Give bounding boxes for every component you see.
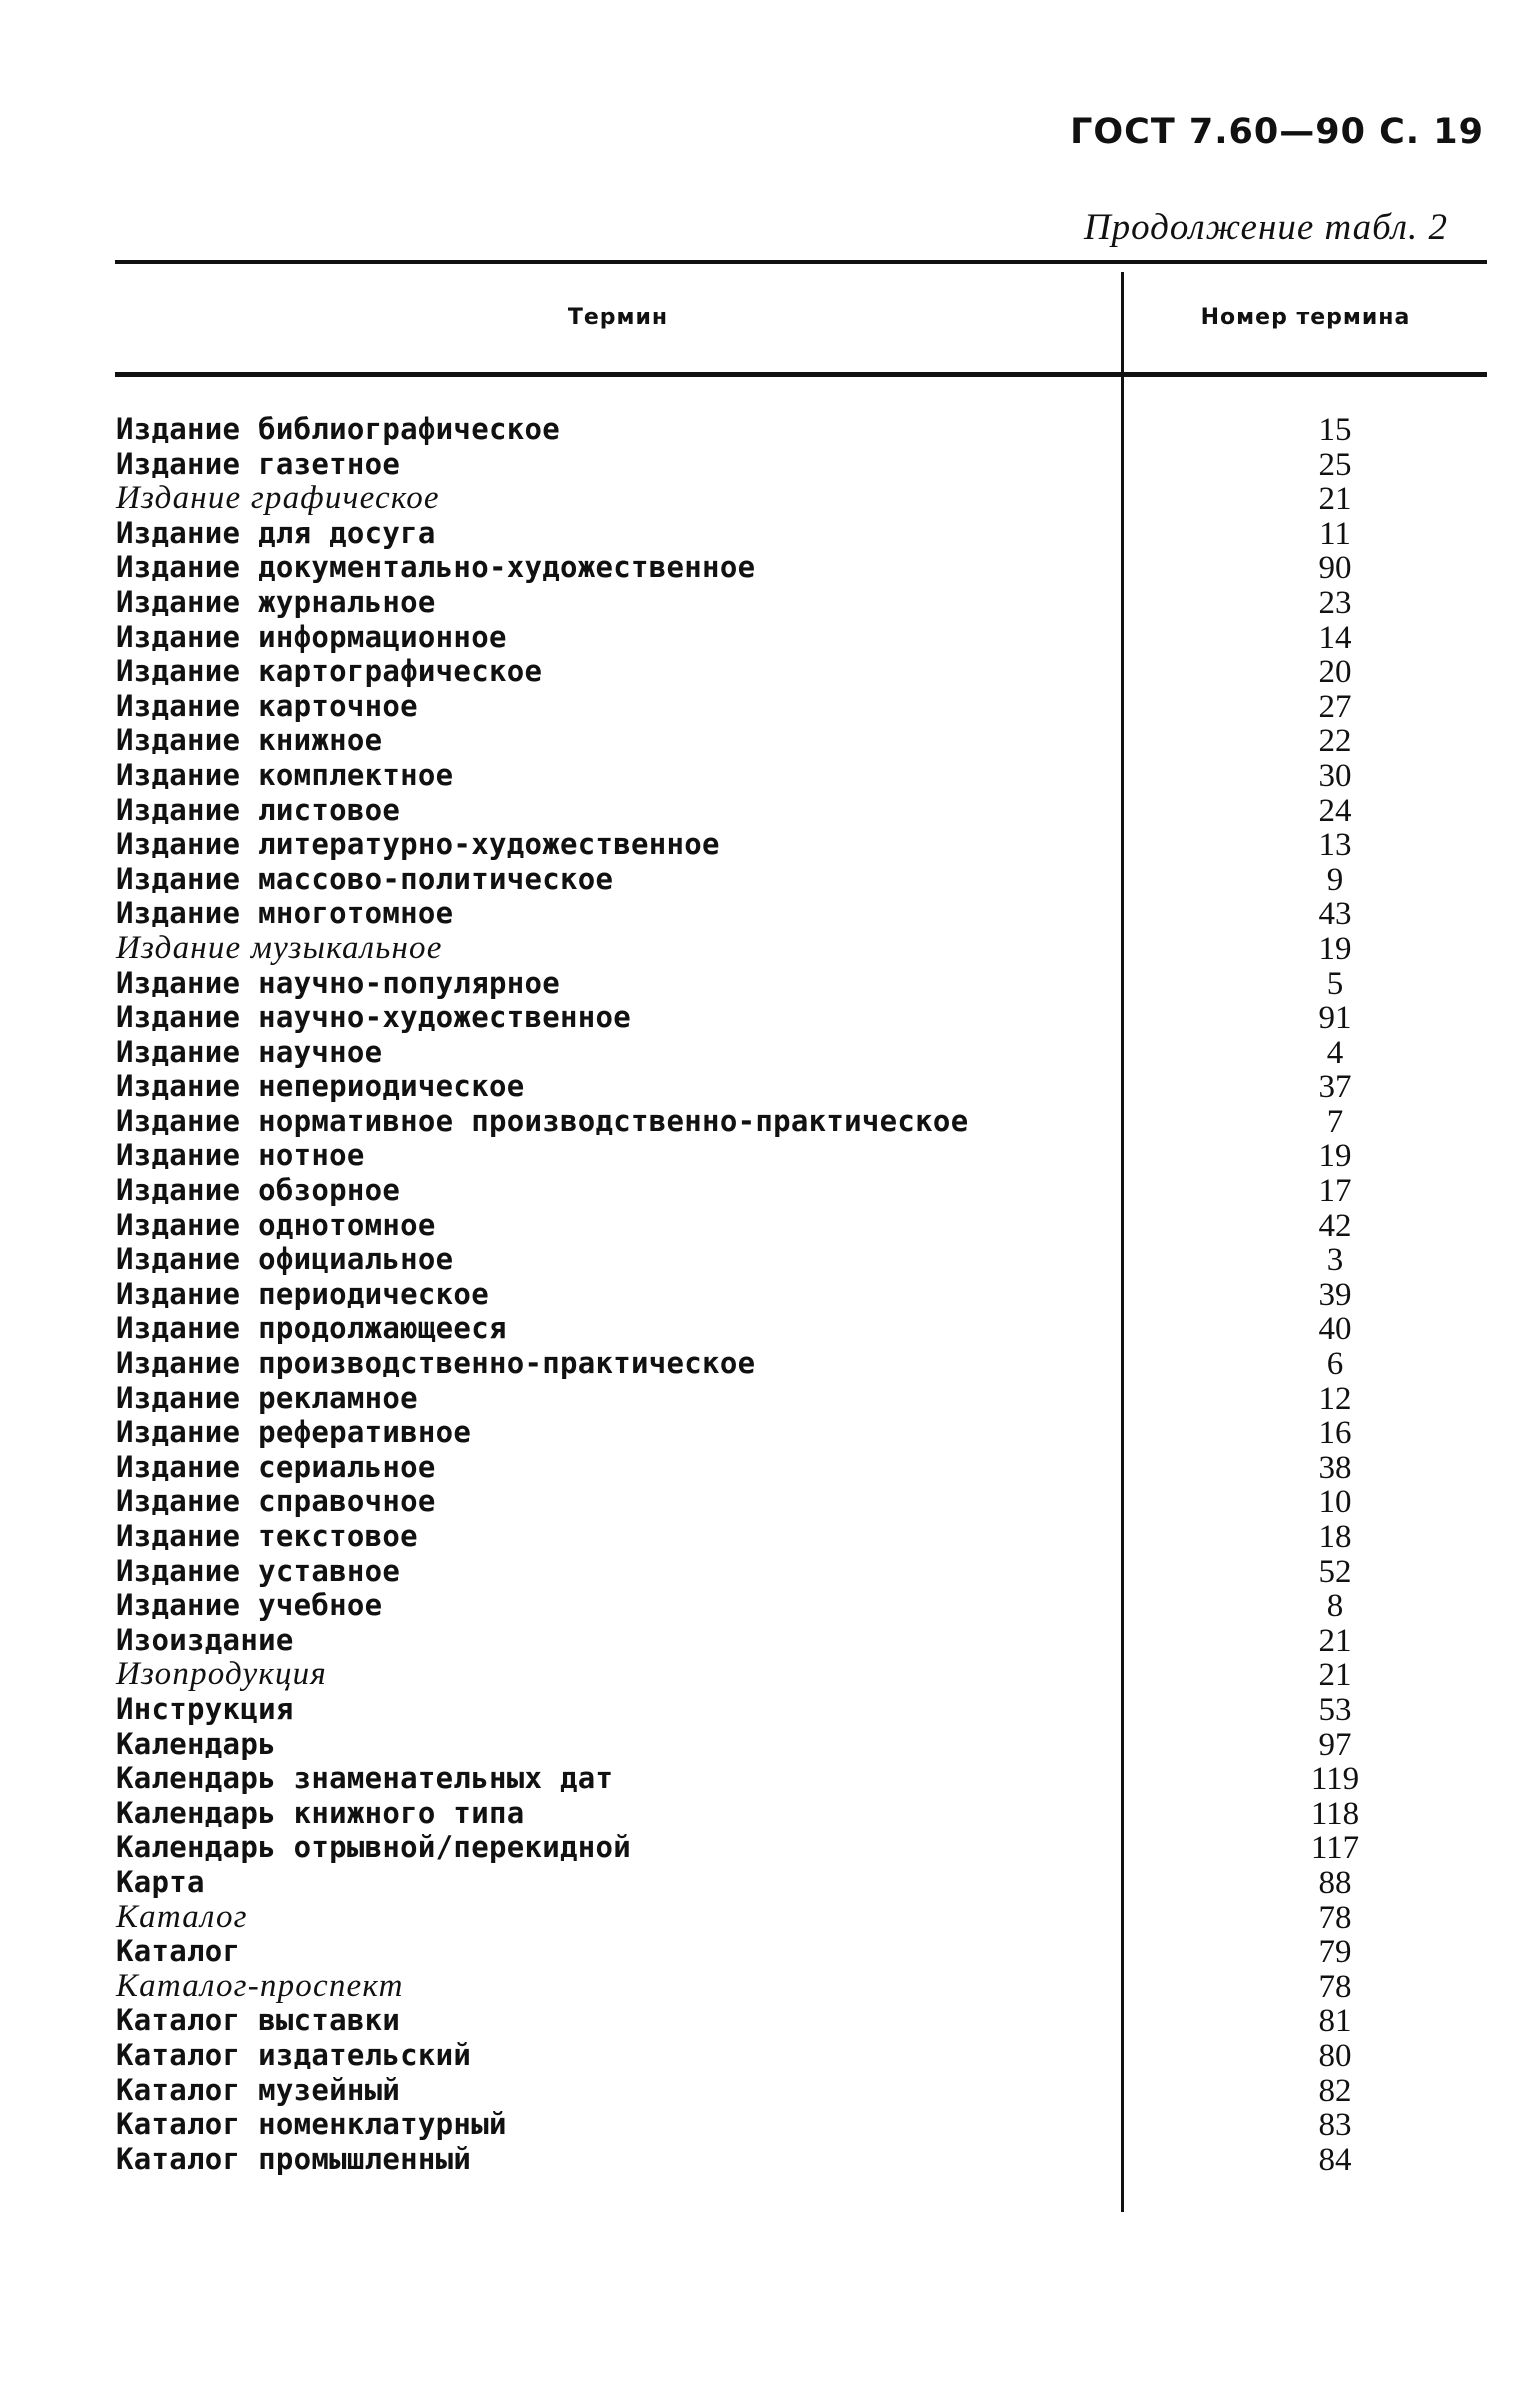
- table-row: [0, 481, 1536, 516]
- term-text: Календарь книжного типа: [116, 1795, 525, 1830]
- term-text: Карта: [116, 1864, 205, 1899]
- table-row: [0, 1173, 1536, 1208]
- term-text: Издание библиографическое: [116, 412, 560, 446]
- table-row: [0, 2142, 1536, 2177]
- term-text: Издание информационное: [116, 619, 507, 654]
- table-row: [0, 620, 1536, 655]
- term-text: Каталог музейный: [116, 2072, 401, 2107]
- table-row: [0, 966, 1536, 1001]
- table-row: [0, 793, 1536, 828]
- term-number: 14: [1318, 619, 1352, 656]
- term-number: 79: [1318, 1934, 1352, 1971]
- table-row: [0, 2003, 1536, 2038]
- term-text: Календарь отрывной/перекидной: [116, 1830, 632, 1865]
- term-text: Издание обзорное: [116, 1173, 401, 1208]
- term-number: 19: [1318, 1138, 1352, 1175]
- table-row: [0, 1242, 1536, 1277]
- table-row: [0, 1208, 1536, 1243]
- table-row: [0, 1588, 1536, 1623]
- term-text: Издание картографическое: [116, 654, 543, 689]
- term-number: 5: [1326, 965, 1344, 1002]
- term-number: 21: [1318, 481, 1352, 518]
- table-row: [0, 1969, 1536, 2004]
- term-text: Издание графическое: [116, 480, 440, 517]
- term-text: Издание массово-политическое: [116, 861, 614, 896]
- term-text: Издание рекламное: [116, 1380, 418, 1415]
- term-number: 84: [1318, 2141, 1352, 2178]
- term-text: Издание периодическое: [116, 1276, 489, 1311]
- term-number: 24: [1318, 792, 1352, 829]
- term-number: 53: [1318, 1691, 1352, 1728]
- term-number: 90: [1318, 550, 1352, 587]
- term-text: Изопродукция: [116, 1656, 327, 1693]
- table-top-rule: [115, 260, 1487, 264]
- table-row: [0, 758, 1536, 793]
- term-number: 21: [1318, 1657, 1352, 1694]
- table-row: [0, 1415, 1536, 1450]
- table-row: [0, 2107, 1536, 2142]
- term-number: 6: [1326, 1346, 1344, 1383]
- term-number: 52: [1318, 1553, 1352, 1590]
- term-text: Издание научное: [116, 1034, 383, 1069]
- term-number: 10: [1318, 1484, 1352, 1521]
- term-text: Издание литературно-художественное: [116, 827, 720, 862]
- table-row: [0, 1727, 1536, 1762]
- term-text: Издание документально-художественное: [116, 550, 756, 585]
- term-text: Каталог промышленный: [116, 2141, 472, 2176]
- table-row: [0, 1450, 1536, 1485]
- term-number: 38: [1318, 1449, 1352, 1486]
- term-number: 97: [1318, 1726, 1352, 1763]
- term-text: Изоиздание: [116, 1622, 294, 1657]
- term-text: Календарь знаменательных дат: [116, 1761, 614, 1796]
- term-text: Издание текстовое: [116, 1519, 418, 1553]
- term-number: 21: [1318, 1622, 1352, 1659]
- term-text: Издание научно-популярное: [116, 965, 560, 1000]
- term-number: 78: [1318, 1968, 1352, 2005]
- term-number: 78: [1318, 1899, 1352, 1936]
- table-row: [0, 931, 1536, 966]
- table-row: [0, 1311, 1536, 1346]
- term-text: Издание карточное: [116, 688, 418, 723]
- column-header-term: Термин: [567, 305, 669, 330]
- term-number: 12: [1318, 1380, 1352, 1417]
- term-text: Каталог издательский: [116, 2037, 472, 2072]
- table-row: [0, 1277, 1536, 1312]
- term-text: Издание учебное: [116, 1588, 383, 1623]
- header-bottom-rule: [115, 372, 1487, 377]
- table-row: [0, 689, 1536, 724]
- table-row: [0, 1035, 1536, 1070]
- term-text: Издание непериодическое: [116, 1069, 525, 1104]
- term-number: 9: [1326, 861, 1344, 898]
- term-number: 20: [1318, 654, 1352, 691]
- term-number: 22: [1318, 723, 1352, 760]
- term-number: 7: [1326, 1103, 1344, 1140]
- term-number: 117: [1310, 1830, 1360, 1867]
- term-text: Каталог-проспект: [116, 1967, 404, 2004]
- term-text: Издание газетное: [116, 446, 401, 481]
- table-row: [0, 516, 1536, 551]
- term-text: Издание официальное: [116, 1242, 454, 1277]
- table-row: [0, 1623, 1536, 1658]
- term-number: 30: [1318, 757, 1352, 794]
- term-number: 8: [1326, 1588, 1344, 1625]
- term-number: 43: [1318, 896, 1352, 933]
- term-number: 16: [1318, 1415, 1352, 1452]
- term-number: 118: [1310, 1795, 1360, 1832]
- term-text: Каталог выставки: [116, 2003, 401, 2038]
- table-row: [0, 1519, 1536, 1554]
- term-number: 81: [1318, 2003, 1352, 2040]
- table-row: [0, 447, 1536, 482]
- table-row: [0, 1138, 1536, 1173]
- term-text: Издание комплектное: [116, 757, 454, 792]
- table-row: [0, 1796, 1536, 1831]
- term-text: Издание журнальное: [116, 584, 436, 619]
- table-row: [0, 1692, 1536, 1727]
- term-text: Издание многотомное: [116, 896, 454, 931]
- table-row: [0, 1554, 1536, 1589]
- term-text: Издание сериальное: [116, 1449, 436, 1484]
- term-text: Издание реферативное: [116, 1415, 472, 1450]
- term-text: Издание музыкальное: [116, 929, 443, 966]
- term-text: Издание производственно-практическое: [116, 1346, 756, 1381]
- term-number: 83: [1318, 2107, 1352, 2144]
- term-number: 91: [1318, 1000, 1352, 1037]
- term-text: Издание для досуга: [116, 515, 436, 550]
- table-row: [0, 862, 1536, 897]
- term-text: Каталог: [116, 1934, 241, 1969]
- table-row: [0, 1346, 1536, 1381]
- table-row: [0, 1104, 1536, 1139]
- table-row: [0, 2073, 1536, 2108]
- table-row: [0, 723, 1536, 758]
- term-text: Издание книжное: [116, 723, 383, 758]
- term-text: Издание продолжающееся: [116, 1311, 507, 1346]
- term-number: 82: [1318, 2072, 1352, 2109]
- term-number: 39: [1318, 1276, 1352, 1313]
- table-row: [0, 1381, 1536, 1416]
- table-row: [0, 1484, 1536, 1519]
- term-number: 88: [1318, 1864, 1352, 1901]
- term-text: Календарь: [116, 1726, 276, 1761]
- term-text: Издание уставное: [116, 1553, 401, 1588]
- table-row: [0, 1000, 1536, 1035]
- term-number: 119: [1310, 1761, 1360, 1798]
- term-number: 42: [1318, 1207, 1352, 1244]
- term-text: Издание нотное: [116, 1138, 365, 1173]
- table-row: [0, 827, 1536, 862]
- table-row: [0, 412, 1536, 447]
- term-number: 13: [1318, 827, 1352, 864]
- term-text: Инструкция: [116, 1691, 294, 1726]
- table-row: [0, 1900, 1536, 1935]
- table-row: [0, 2038, 1536, 2073]
- table-row: [0, 896, 1536, 931]
- term-number: 27: [1318, 688, 1352, 725]
- term-number: 15: [1318, 412, 1352, 448]
- term-number: 19: [1318, 930, 1352, 967]
- table-row: [0, 550, 1536, 585]
- term-number: 37: [1318, 1069, 1352, 1106]
- table-row: [0, 1934, 1536, 1969]
- table-row: [0, 1069, 1536, 1104]
- term-text: Издание нормативное производственно-практическое: [116, 1103, 969, 1138]
- table-row: [0, 654, 1536, 689]
- term-number: 11: [1319, 515, 1351, 552]
- term-number: 25: [1318, 446, 1352, 483]
- term-number: 18: [1318, 1519, 1352, 1555]
- term-text: Издание справочное: [116, 1484, 436, 1519]
- term-text: Издание листовое: [116, 792, 401, 827]
- term-number: 4: [1326, 1034, 1344, 1071]
- term-number: 17: [1318, 1173, 1352, 1210]
- page-header: ГОСТ 7.60—90 С. 19: [1070, 112, 1484, 152]
- table-row: [0, 1830, 1536, 1865]
- table-row: [0, 585, 1536, 620]
- term-number: 80: [1318, 2037, 1352, 2074]
- term-number: 3: [1326, 1242, 1344, 1279]
- table-continuation-caption: Продолжение табл. 2: [1083, 207, 1448, 248]
- term-text: Издание однотомное: [116, 1207, 436, 1242]
- table-body: [0, 412, 1536, 2176]
- term-number: 23: [1318, 584, 1352, 621]
- term-text: Издание научно-художественное: [116, 1000, 632, 1035]
- table-row: [0, 1657, 1536, 1692]
- term-text: Каталог: [116, 1898, 248, 1935]
- term-number: 40: [1318, 1311, 1352, 1348]
- table-row: [0, 1761, 1536, 1796]
- term-text: Каталог номенклатурный: [116, 2107, 507, 2142]
- table-row: [0, 1865, 1536, 1900]
- column-header-number: Номер термина: [1200, 305, 1411, 330]
